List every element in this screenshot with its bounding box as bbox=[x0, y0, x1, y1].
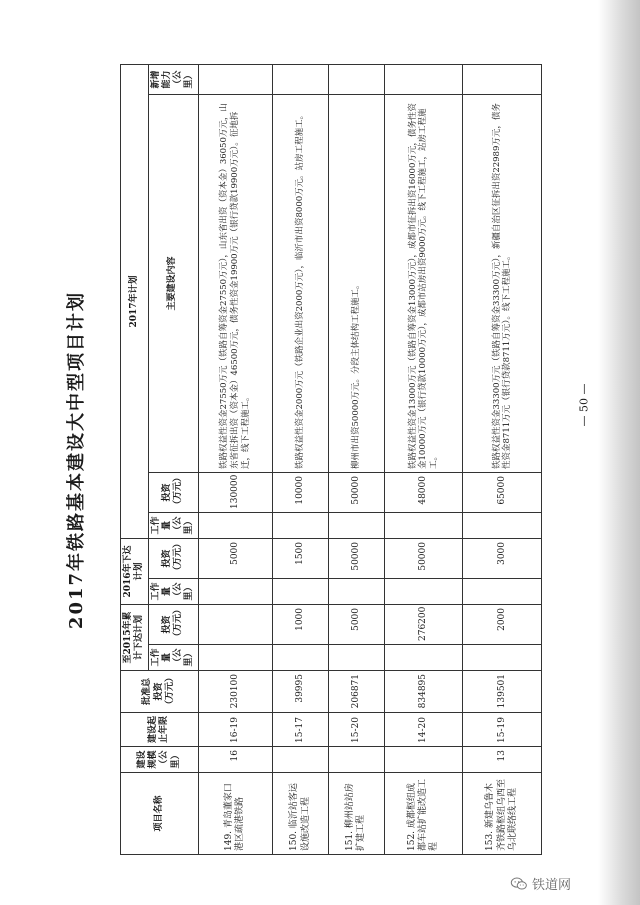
header-main-content: 主要建设内容 bbox=[148, 95, 198, 473]
cell-2016-inv: 5000 bbox=[198, 539, 273, 579]
cell-cum-inv: 276200 bbox=[384, 605, 463, 645]
cell-cum-work bbox=[329, 645, 385, 671]
cell-total: 230100 bbox=[198, 671, 273, 713]
cell-name: 150. 临沂站客运设施改造工程 bbox=[273, 773, 329, 855]
cell-capacity bbox=[329, 65, 385, 95]
cell-capacity bbox=[463, 65, 542, 95]
cell-2016-inv: 1500 bbox=[273, 539, 329, 579]
cell-scale bbox=[384, 747, 463, 773]
cell-2017-work bbox=[273, 513, 329, 539]
cell-2016-work bbox=[329, 579, 385, 605]
rotated-table-container bbox=[66, 65, 520, 855]
cell-2017-inv: 50000 bbox=[329, 473, 385, 513]
cell-content: 铁路权益性资金2000万元（铁路企业出资2000万元），临沂市出资8000万元。站房工程施工。 bbox=[273, 95, 329, 473]
cell-2017-inv: 65000 bbox=[463, 473, 542, 513]
cell-2017-work bbox=[463, 513, 542, 539]
project-plan-table bbox=[120, 64, 542, 855]
cell-2017-work bbox=[198, 513, 273, 539]
header-cum-2015: 至2015年累计下达计划 bbox=[121, 605, 149, 671]
header-total-investment: 批准总投资（万元） bbox=[121, 671, 199, 713]
cell-content: 柳州市出资50000万元。分段主体结构工程施工。 bbox=[329, 95, 385, 473]
cell-cum-inv: 1000 bbox=[273, 605, 329, 645]
cell-2016-inv: 50000 bbox=[384, 539, 463, 579]
page-number: — 50 — bbox=[577, 383, 591, 427]
cell-content: 铁路权益性资金27550万元（铁路自筹资金27550万元），山东省出资（资本金）36050万元，山东省征拆出资（资本金）46500万元，债务性资金19900万元（银行贷款19900万元）。征地拆迁，线下工程施工。 bbox=[198, 95, 273, 473]
watermark bbox=[510, 874, 571, 893]
header-scale: 建设规模（公里） bbox=[121, 747, 199, 773]
cell-2016-work bbox=[463, 579, 542, 605]
cell-2016-work bbox=[198, 579, 273, 605]
cell-total: 139501 bbox=[463, 671, 542, 713]
wechat-icon bbox=[510, 877, 528, 891]
cell-cum-inv: 2000 bbox=[463, 605, 542, 645]
cell-content: 铁路权益性资金33300万元（铁路自筹资金33300万元），新疆自治区征拆出资22989万元，债务性资金8711万元（银行贷款8711万元）。线下工程施工。 bbox=[463, 95, 542, 473]
table-row bbox=[273, 65, 329, 855]
document-page bbox=[66, 65, 520, 855]
document-title: 2017年铁路基本建设大中型项目计划 bbox=[66, 290, 87, 630]
cell-2016-inv: 50000 bbox=[329, 539, 385, 579]
header-plan-2017: 2017年计划 bbox=[121, 65, 149, 539]
cell-2016-work bbox=[384, 579, 463, 605]
cell-name: 152. 成都枢纽成都车站扩能改造工程 bbox=[384, 773, 463, 855]
cell-total: 206871 bbox=[329, 671, 385, 713]
cell-years: 15-20 bbox=[329, 713, 385, 747]
cell-years: 16-19 bbox=[198, 713, 273, 747]
cell-cum-work bbox=[198, 645, 273, 671]
table-row bbox=[384, 65, 463, 855]
header-new-capacity: 新增能力（公里） bbox=[148, 65, 198, 95]
cell-scale: 16 bbox=[198, 747, 273, 773]
header-2017-investment: 投资（万元） bbox=[148, 473, 198, 513]
cell-content: 铁路权益性资金13000万元（铁路自筹资金13000万元），成都市征拆出资16000万元，债务性资金10000万元（银行贷款10000万元），成都市站房出资9000万元。线下工程施工，站房工程施工。 bbox=[384, 95, 463, 473]
header-years: 建设起止年限 bbox=[121, 713, 199, 747]
cell-2017-inv: 48000 bbox=[384, 473, 463, 513]
cell-scale: 13 bbox=[463, 747, 542, 773]
header-2017-workload: 工作量（公里） bbox=[148, 513, 198, 539]
watermark-text: 铁道网 bbox=[532, 878, 572, 893]
cell-scale bbox=[273, 747, 329, 773]
cell-name: 149. 青岛董家口港区疏港铁路 bbox=[198, 773, 273, 855]
cell-total: 39995 bbox=[273, 671, 329, 713]
cell-2017-work bbox=[384, 513, 463, 539]
cell-cum-inv: 5000 bbox=[329, 605, 385, 645]
header-2016-workload: 工作量（公里） bbox=[148, 579, 198, 605]
table-row bbox=[198, 65, 273, 855]
header-plan-2016: 2016年下达计划 bbox=[121, 539, 149, 605]
cell-scale bbox=[329, 747, 385, 773]
cell-2017-inv: 130000 bbox=[198, 473, 273, 513]
cell-2016-work bbox=[273, 579, 329, 605]
table-row bbox=[329, 65, 385, 855]
page-edge-shadow bbox=[598, 0, 640, 905]
cell-total: 834895 bbox=[384, 671, 463, 713]
cell-years: 14-20 bbox=[384, 713, 463, 747]
cell-name: 151. 柳州站站房扩建工程 bbox=[329, 773, 385, 855]
cell-name: 153. 新建乌鲁木齐铁路枢纽乌西至乌北联络线工程 bbox=[463, 773, 542, 855]
cell-years: 15-19 bbox=[463, 713, 542, 747]
cell-years: 15-17 bbox=[273, 713, 329, 747]
header-cum-workload: 工作量（公里） bbox=[148, 645, 198, 671]
cell-2017-inv: 10000 bbox=[273, 473, 329, 513]
header-name: 项目名称 bbox=[121, 773, 199, 855]
header-cum-investment: 投资（万元） bbox=[148, 605, 198, 645]
cell-cum-work bbox=[273, 645, 329, 671]
cell-cum-work bbox=[463, 645, 542, 671]
cell-capacity bbox=[384, 65, 463, 95]
cell-capacity bbox=[273, 65, 329, 95]
cell-2016-inv: 3000 bbox=[463, 539, 542, 579]
cell-capacity bbox=[198, 65, 273, 95]
header-2016-investment: 投资（万元） bbox=[148, 539, 198, 579]
cell-cum-work bbox=[384, 645, 463, 671]
table-row bbox=[463, 65, 542, 855]
cell-cum-inv bbox=[198, 605, 273, 645]
cell-2017-work bbox=[329, 513, 385, 539]
